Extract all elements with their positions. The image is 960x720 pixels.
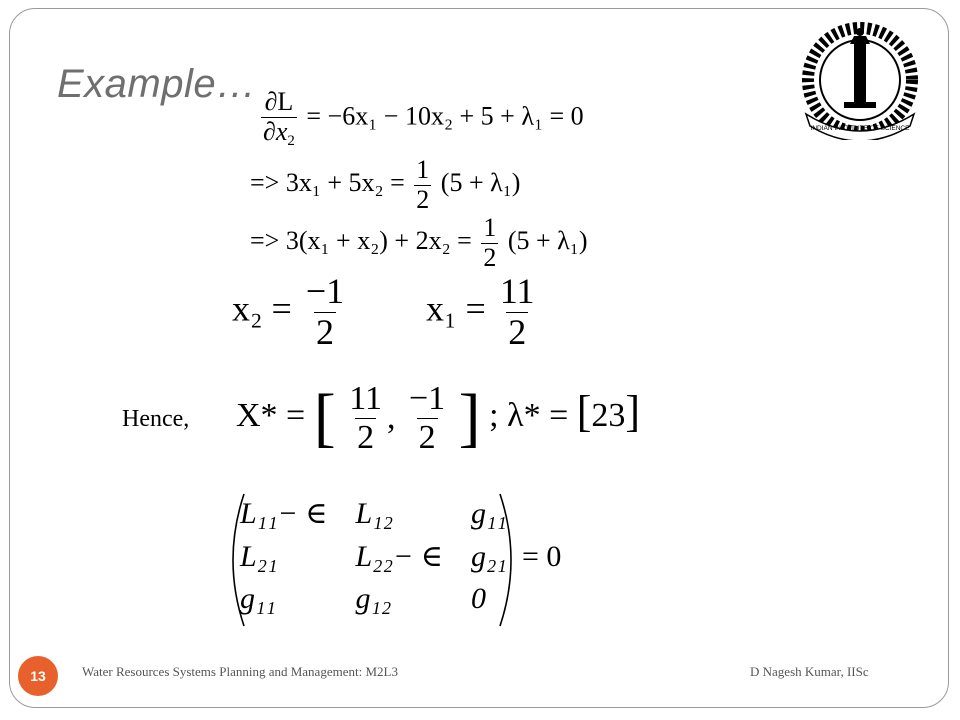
eq1-denominator: ∂x bbox=[263, 116, 288, 146]
matrix-rhs: = 0 bbox=[522, 540, 562, 573]
equation-1: $\frac{\partial L}{\partial x_2}$ = −6x₁ − 10x₂ + 5 + λ₁ = 0 bbox=[263, 87, 584, 149]
matrix-cell: L₂₁ bbox=[240, 539, 278, 573]
matrix-cell: g₂₁ bbox=[471, 539, 507, 573]
matrix-row bbox=[226, 492, 521, 535]
eq2-rhs: (5 + λ₁) bbox=[440, 168, 521, 198]
hence-label: Hence, bbox=[122, 406, 190, 432]
xstar-num-2: −1 bbox=[408, 380, 446, 418]
emblem-icon bbox=[800, 22, 920, 140]
course-title: Water Resources Systems Planning and Management: M2L3 bbox=[82, 664, 398, 679]
eq2-frac-num: 1 bbox=[416, 155, 430, 184]
eq3-lhs: => 3(x₁ + x₂) + 2x₂ = bbox=[250, 226, 472, 256]
lambda-label: ; λ* = bbox=[489, 396, 569, 434]
equation-2 bbox=[250, 156, 520, 214]
left-bracket: [ bbox=[313, 381, 336, 454]
matrix-row bbox=[226, 578, 521, 620]
xstar-den-2: 2 bbox=[418, 418, 436, 456]
x2-solution bbox=[232, 272, 349, 352]
matrix-cell: g₁₂ bbox=[355, 582, 392, 615]
hessian-matrix bbox=[226, 492, 562, 620]
matrix-row bbox=[226, 535, 521, 578]
x1-numerator: 11 bbox=[499, 271, 535, 311]
matrix-cell: g₁₁ bbox=[471, 496, 507, 530]
slide-title: Example… bbox=[57, 62, 257, 106]
iisc-logo bbox=[800, 22, 920, 145]
eq3-frac-den: 2 bbox=[483, 242, 497, 272]
eq3-rhs: (5 + λ₁) bbox=[507, 226, 588, 256]
right-bracket: ] bbox=[458, 381, 481, 454]
matrix-cell: 0 bbox=[471, 582, 486, 615]
author-credit: D Nagesh Kumar, IISc bbox=[750, 664, 869, 679]
eq1-numerator: ∂L bbox=[264, 87, 294, 116]
eq2-lhs: => 3x₁ + 5x₂ = bbox=[250, 168, 405, 198]
eq1-rhs: = −6x₁ − 10x₂ + 5 + λ₁ = 0 bbox=[306, 101, 584, 131]
x1-solution bbox=[426, 272, 540, 352]
x2-label: x₂ = bbox=[232, 288, 292, 329]
eq3-frac-num: 1 bbox=[483, 213, 497, 242]
matrix-cell: g₁₁ bbox=[240, 582, 276, 615]
matrix-table bbox=[226, 492, 521, 620]
eq2-frac-den: 2 bbox=[416, 184, 430, 214]
page-number-badge: 13 bbox=[18, 656, 58, 696]
xstar-den-1: 2 bbox=[357, 418, 375, 456]
xstar-num-1: 11 bbox=[349, 380, 382, 418]
x2-denominator: 2 bbox=[316, 311, 335, 352]
x1-label: x₁ = bbox=[426, 288, 486, 329]
matrix-cell: L₁₁− ∈ bbox=[240, 497, 328, 530]
x2-numerator: −1 bbox=[305, 271, 345, 311]
emblem-text: INDIAN INSTITUTE OF SCIENCE bbox=[810, 125, 910, 132]
optimum-solution: X* = [ $\frac{11}{2}$ , $\frac{-1}{2}$ ] ; λ* = [23] bbox=[236, 380, 641, 456]
x1-denominator: 2 bbox=[508, 311, 527, 352]
matrix-cell: L₂₂− ∈ bbox=[355, 540, 443, 573]
lambda-value: 23 bbox=[591, 396, 626, 434]
equation-3 bbox=[250, 214, 587, 272]
xstar-label: X* = bbox=[236, 396, 306, 434]
left-paren bbox=[220, 492, 260, 628]
matrix-cell: L₁₂ bbox=[355, 496, 394, 530]
